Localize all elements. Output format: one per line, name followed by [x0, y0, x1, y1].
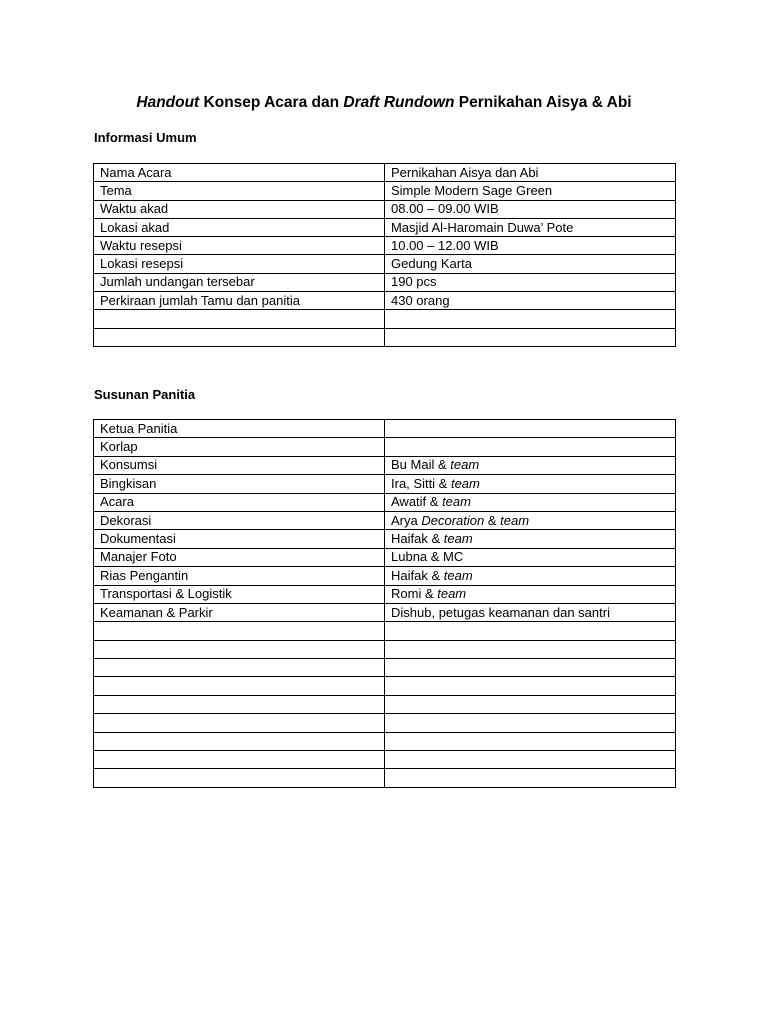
- panitia-role-cell: Rias Pengantin: [94, 567, 385, 585]
- panitia-role-cell: Dekorasi: [94, 511, 385, 529]
- panitia-name-cell: [385, 530, 676, 548]
- panitia-role-cell: [94, 695, 385, 713]
- panitia-name-cell: [385, 622, 676, 640]
- info-label-cell: Tema: [94, 182, 385, 200]
- table-row: [94, 567, 676, 585]
- table-row: [94, 695, 676, 713]
- panitia-name-italic: team: [437, 586, 467, 602]
- panitia-role-cell: [94, 732, 385, 750]
- panitia-name-italic: team: [443, 567, 473, 583]
- panitia-name-cell: [385, 585, 676, 603]
- table-row: [94, 530, 676, 548]
- info-value-cell: 08.00 – 09.00 WIB: [385, 200, 676, 218]
- table-row: [94, 732, 676, 750]
- panitia-name-italic: Decoration: [421, 512, 485, 528]
- table-row: [94, 751, 676, 769]
- table-row: [94, 659, 676, 677]
- table-row: [94, 200, 676, 218]
- table-row: [94, 548, 676, 566]
- panitia-name-cell: [385, 695, 676, 713]
- panitia-name-cell: [385, 732, 676, 750]
- table-row: [94, 182, 676, 200]
- panitia-name-cell: [385, 548, 676, 566]
- panitia-name-cell: [385, 511, 676, 529]
- panitia-role-cell: [94, 640, 385, 658]
- table-row: [94, 493, 676, 511]
- panitia-name-cell: [385, 714, 676, 732]
- panitia-name-cell: [385, 751, 676, 769]
- table-row: [94, 438, 676, 456]
- panitia-name-text: Dishub, petugas keamanan dan santri: [391, 604, 610, 620]
- info-value-cell: Pernikahan Aisya dan Abi: [385, 164, 676, 182]
- info-label-cell: Waktu resepsi: [94, 237, 385, 255]
- panitia-name-cell: [385, 677, 676, 695]
- table-row: [94, 456, 676, 474]
- info-value-cell: 430 orang: [385, 292, 676, 310]
- table-row: [94, 164, 676, 182]
- panitia-role-cell: [94, 769, 385, 787]
- info-label-cell: [94, 328, 385, 346]
- title-draft-rundown: Draft Rundown: [343, 94, 455, 111]
- panitia-role-cell: Transportasi & Logistik: [94, 585, 385, 603]
- panitia-role-cell: Ketua Panitia: [94, 420, 385, 438]
- info-label-cell: Nama Acara: [94, 164, 385, 182]
- panitia-role-cell: [94, 714, 385, 732]
- panitia-name-suffix: &: [484, 512, 501, 528]
- section-heading-susunan-panitia: Susunan Panitia: [94, 387, 196, 402]
- info-label-cell: Perkiraan jumlah Tamu dan panitia: [94, 292, 385, 310]
- info-value-cell: [385, 328, 676, 346]
- title-handout: Handout: [136, 94, 200, 111]
- panitia-name-text: Romi &: [391, 586, 438, 602]
- panitia-name-italic: team: [500, 512, 530, 528]
- panitia-role-cell: Dokumentasi: [94, 530, 385, 548]
- panitia-name-text: Ira, Sitti &: [391, 475, 451, 491]
- table-row: [94, 603, 676, 621]
- panitia-name-cell: [385, 659, 676, 677]
- panitia-name-italic: team: [450, 475, 480, 491]
- table-row: [94, 420, 676, 438]
- panitia-role-cell: Manajer Foto: [94, 548, 385, 566]
- informasi-umum-table: [93, 163, 676, 347]
- info-label-cell: Jumlah undangan tersebar: [94, 273, 385, 291]
- table-row: [94, 769, 676, 787]
- panitia-name-italic: team: [442, 494, 471, 510]
- panitia-role-cell: [94, 751, 385, 769]
- panitia-name-cell: [385, 769, 676, 787]
- panitia-name-italic: team: [443, 531, 473, 547]
- panitia-name-text: Bu Mail &: [391, 457, 451, 473]
- panitia-role-cell: [94, 622, 385, 640]
- panitia-name-text: Haifak &: [391, 531, 444, 547]
- panitia-name-cell: [385, 603, 676, 621]
- panitia-name-cell: [385, 640, 676, 658]
- panitia-role-cell: [94, 677, 385, 695]
- panitia-role-cell: Korlap: [94, 438, 385, 456]
- panitia-name-cell: [385, 456, 676, 474]
- panitia-name-italic: team: [450, 457, 480, 473]
- info-value-cell: Simple Modern Sage Green: [385, 182, 676, 200]
- table-row: [94, 273, 676, 291]
- table-row: [94, 511, 676, 529]
- info-value-cell: 190 pcs: [385, 273, 676, 291]
- susunan-panitia-table: [93, 419, 676, 788]
- title-pernikahan: Pernikahan Aisya & Abi: [454, 94, 632, 111]
- panitia-name-text: Awatif &: [391, 494, 443, 510]
- panitia-name-cell: [385, 438, 676, 456]
- panitia-role-cell: Acara: [94, 493, 385, 511]
- panitia-name-text: Haifak &: [391, 567, 444, 583]
- panitia-name-cell: [385, 420, 676, 438]
- info-label-cell: Lokasi resepsi: [94, 255, 385, 273]
- panitia-name-cell: [385, 493, 676, 511]
- table-row: [94, 475, 676, 493]
- info-label-cell: Waktu akad: [94, 200, 385, 218]
- info-label-cell: Lokasi akad: [94, 218, 385, 236]
- table-row: [94, 714, 676, 732]
- panitia-name-text: Lubna & MC: [391, 549, 464, 565]
- table-row: [94, 237, 676, 255]
- info-value-cell: Gedung Karta: [385, 255, 676, 273]
- panitia-name-text: Arya: [391, 512, 422, 528]
- panitia-role-cell: Bingkisan: [94, 475, 385, 493]
- table-row: [94, 218, 676, 236]
- info-value-cell: 10.00 – 12.00 WIB: [385, 237, 676, 255]
- panitia-role-cell: Keamanan & Parkir: [94, 603, 385, 621]
- section-heading-informasi-umum: Informasi Umum: [94, 130, 197, 145]
- info-value-cell: Masjid Al-Haromain Duwa’ Pote: [385, 218, 676, 236]
- info-label-cell: [94, 310, 385, 328]
- panitia-role-cell: [94, 659, 385, 677]
- table-row: [94, 255, 676, 273]
- table-row: [94, 640, 676, 658]
- table-row: [94, 292, 676, 310]
- table-row: [94, 622, 676, 640]
- table-row: [94, 585, 676, 603]
- panitia-name-cell: [385, 567, 676, 585]
- table-row: [94, 328, 676, 346]
- table-row: [94, 677, 676, 695]
- table-row: [94, 310, 676, 328]
- info-value-cell: [385, 310, 676, 328]
- title-konsep: Konsep Acara dan: [199, 94, 344, 111]
- panitia-name-cell: [385, 475, 676, 493]
- document-title: [0, 94, 768, 112]
- panitia-role-cell: Konsumsi: [94, 456, 385, 474]
